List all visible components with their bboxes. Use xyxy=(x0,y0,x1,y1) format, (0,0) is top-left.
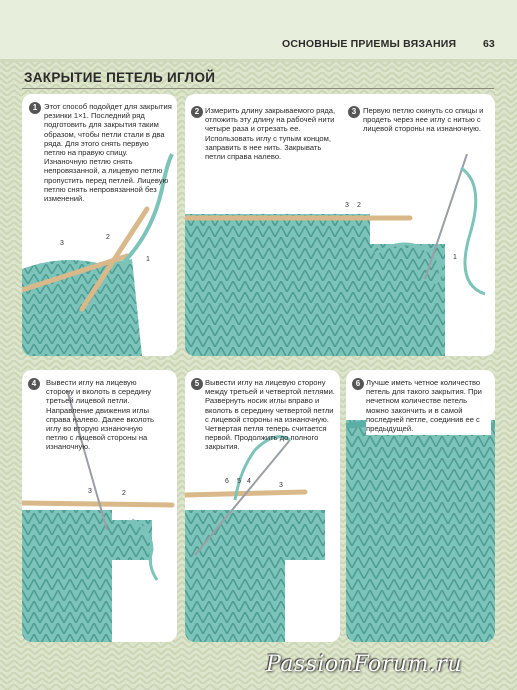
step-panel-1 xyxy=(22,94,177,356)
step-number-badge: 5 xyxy=(191,378,203,390)
step-6-text: Лучше иметь четное количество петель для такого закрытия. При нечетном количестве петель можно закончить и в самой последней петле, соединив ее с предыдущей. xyxy=(366,378,491,435)
loop-label: 2 xyxy=(357,202,361,209)
step-panel-5 xyxy=(185,370,340,642)
loop-label: 2 xyxy=(122,490,126,497)
running-header-title: ОСНОВНЫЕ ПРИЕМЫ ВЯЗАНИЯ xyxy=(282,38,457,50)
page-number: 63 xyxy=(483,38,495,50)
step-number-badge: 1 xyxy=(29,102,41,114)
page-header xyxy=(0,0,517,62)
step-2-text: Измерить длину закрываемого ряда, отложить эту длину на рабочей нити четыре раза и отрезать ее. Использовать иглу с тупым концом, заправить в нее нить. Закрывать петли справа налево. xyxy=(205,106,336,162)
title-divider xyxy=(22,88,494,89)
step-number-badge: 2 xyxy=(191,106,203,118)
loop-label: 5 xyxy=(237,478,241,485)
step-panel-2-3 xyxy=(185,94,495,356)
loop-label: 2 xyxy=(106,234,110,241)
watermark: PassionForum.ru xyxy=(266,652,462,677)
loop-label: 1 xyxy=(453,254,457,261)
step-4-text: Вывести иглу на лицевую сторону и вколоть в середину третьей лицевой петли. Направление движения иглы справа налево. Далее вколоть иглу во вторую изнаночную петлю с лицевой стороны на изнаночную. xyxy=(46,378,154,452)
step-number-badge: 6 xyxy=(352,378,364,390)
step-panel-6 xyxy=(346,370,495,642)
loop-label: 3 xyxy=(88,488,92,495)
step-3-text: Первую петлю скинуть со спицы и продеть через нее иглу с нитью с лицевой стороны на изнаночную. xyxy=(363,106,484,134)
section-title: ЗАКРЫТИЕ ПЕТЕЛЬ ИГЛОЙ xyxy=(24,70,216,85)
loop-label: 6 xyxy=(225,478,229,485)
loop-label: 3 xyxy=(60,240,64,247)
loop-label: 3 xyxy=(345,202,349,209)
loop-label: 3 xyxy=(279,482,283,489)
step-5-text: Вывести иглу на лицевую сторону между третьей и четвертой петлями. Развернуть носик иглы вправо и вколоть в середину четвертой петли с лицевой стороны на изнаночную. Четвертая петля теперь считается первой. Продолжить до полного закрытия. xyxy=(205,378,335,452)
step-panel-4 xyxy=(22,370,177,642)
loop-label: 4 xyxy=(247,478,251,485)
loop-label: 1 xyxy=(146,256,150,263)
step-number-badge: 4 xyxy=(28,378,40,390)
step-number-badge: 3 xyxy=(348,106,360,118)
step-1-text: Этот способ подойдет для закрытия резинки 1×1. Последний ряд подготовить для закрытия таким образом, чтобы петли стали в два ряда. Для этого снять первую петлю на правую спицу. Изнаночную петлю снять непровязанной, а лицевую петлю пропустить перед петлей. Лицевую петлю снять непровязанной без изменений. xyxy=(44,102,172,204)
